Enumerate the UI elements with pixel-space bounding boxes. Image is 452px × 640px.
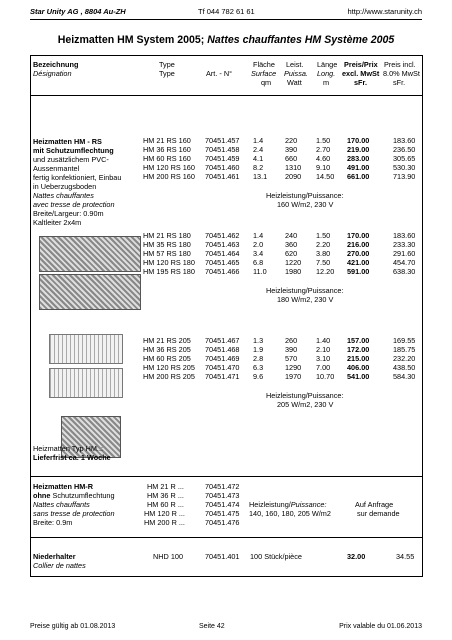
cell-price-incl: 185.75 [393,345,416,354]
cell-power: 570 [285,354,298,363]
heating-mat-image-160 [39,236,141,272]
cell-art-no: 70451.466 [205,267,240,276]
cell-type: HM 60 RS 160 [143,154,191,163]
cell-power: 240 [285,231,298,240]
cell-price: 661.00 [347,172,370,181]
r-price-on-request: Auf Anfrage [355,500,394,509]
section-r: Heizmatten HM-R ohne Schutzumflechtung Nattes chauffants sans tresse de protection Breite: 0.9m HM 21 R ... HM 36 R ... HM 60 R ... HM 120 R ... HM 200 R ... 70451.472 70451.473 70451.474 70451.475 70451.476 Heizleistung/Puissance: 140, 160, 180, 205 W/m2 Auf Anfrage sur demande [31,477,423,538]
cell-power: 1970 [285,372,302,381]
cell-art-no: 70451.463 [205,240,240,249]
cell-price-incl: 530.30 [393,163,416,172]
cell-price: 219.00 [347,145,370,154]
product-table [30,55,423,577]
cell-power: 620 [285,249,298,258]
cell-length: 2.70 [316,145,331,154]
cell-art-no: 70451.459 [205,154,240,163]
cell-power: 220 [285,136,298,145]
rs-caption: Heizmatten Typ HM..: [33,444,104,453]
niederhalter-art: 70451.401 [205,552,240,561]
cell-power: 660 [285,154,298,163]
cell-area: 8.2 [253,163,264,172]
cell-length: 2.20 [316,240,331,249]
cell-area: 6.3 [253,363,264,372]
cell-art-no: 70451.460 [205,163,240,172]
power-note-value: 180 W/m2, 230 V [277,295,334,304]
cell-length: 1.40 [316,336,331,345]
cell-type: HM 35 RS 180 [143,240,191,249]
cell-price: 215.00 [347,354,370,363]
cell-type: HM 120 RS 160 [143,163,195,172]
cell-length: 7.50 [316,258,331,267]
cell-length: 1.50 [316,231,331,240]
niederhalter-name: Niederhalter [33,552,76,561]
cell-price: 172.00 [347,345,370,354]
cell-price: 170.00 [347,136,370,145]
cell-price-incl: 232.20 [393,354,416,363]
cell-area: 1.3 [253,336,264,345]
cell-area: 1.4 [253,136,264,145]
rs-delivery: Lieferfrist ca. 1 Woche [33,453,111,462]
cell-type: HM 120 RS 205 [143,363,195,372]
heating-mat-image-180 [39,274,141,310]
cell-art-no: 70451.458 [205,145,240,154]
cell-length: 3.80 [316,249,331,258]
cell-type: HM 21 RS 180 [143,231,191,240]
footer-right: Prix valable du 01.06.2013 [339,623,422,630]
power-note-label: Heizleistung/Puissance: [266,286,344,295]
cell-art-no: 70451.457 [205,136,240,145]
cell-art-no: 70451.469 [205,354,240,363]
section-rs: Heizmatten HM - RS mit Schutzumflechtung und zusätzlichem PVC- Aussenmantel fertig konfektioniert, Einbau in Ueberzugsboden Nattes chauffantes avec tresse de protection Breite/Largeur: 0.90m Kaltleiter 2x4m Heizmatten Typ HM..: Lieferfrist ca. 1 Woche HM 21 RS 160 70451.457 1.4 220 1.50 170.00 183.60 HM 36 RS 160 70451.458 2.4 390 2.70 219.00 236.50 HM 60 RS 160 70451.459 4.1 660 4.60 283.00 305.65 HM 120 RS 160 70451.460 8.2 1310 9.10 491.00 530.30 HM 200 RS 160 70451.461 13.1 2090 14.50 661.00 713.90 Heizleistung/Puissance: 160 W/m2, 230 V HM 21 RS 180 70451.462 1.4 240 1.50 170.00 183.60 HM 35 RS 180 70451.463 2.0 360 2.20 216.00 233.30 HM 57 RS 180 70451.464 3.4 620 3.80 270.00 291.60 HM 120 RS 180 70451.465 6.8 1220 7.50 421.00 454.70 HM 195 RS 180 70451.466 11.0 1980 12.20 591.00 638.30 Heizleistung/Puissance: 180 W/m2, 230 V HM 21 RS 205 70451.467 1.3 260 1.40 157.00 169.55 HM 36 RS 205 70451.468 1.9 390 2.10 172.00 185.75 HM 60 RS 205 70451.469 2.8 570 3.10 215.00 232.20 HM 120 RS 205 70451.470 6.3 1290 7.00 406.00 438.50 HM 200 RS 205 70451.471 9.6 1970 10.70 541.00 584.30 Heizleistung/Puissance: 205 W/m2, 230 V [31,96,423,477]
cell-area: 2.0 [253,240,264,249]
cell-art-no: 70451.462 [205,231,240,240]
cell-price-incl: 584.30 [393,372,416,381]
cell-price: 591.00 [347,267,370,276]
power-note-value: 205 W/m2, 230 V [277,400,334,409]
cell-art-no: 70451.467 [205,336,240,345]
cell-type: HM 200 RS 160 [143,172,195,181]
cell-length: 1.50 [316,136,331,145]
cell-art-no: 70451.470 [205,363,240,372]
cell-area: 4.1 [253,154,264,163]
power-note-value: 160 W/m2, 230 V [277,200,334,209]
company-phone: Tf 044 782 61 61 [198,7,255,16]
heating-mat-image-205b [49,368,123,398]
table-header-row [31,56,423,96]
cell-length: 3.10 [316,354,331,363]
cell-power: 260 [285,336,298,345]
r-power-label: Heizleistung/Puissance: [249,500,327,509]
cell-art-no: 70451.465 [205,258,240,267]
r-price-on-request-fr: sur demande [357,509,400,518]
cell-length: 4.60 [316,154,331,163]
cell-price-incl: 236.50 [393,145,416,154]
niederhalter-price-incl: 34.55 [396,552,415,561]
cell-price-incl: 438.50 [393,363,416,372]
cell-area: 13.1 [253,172,268,181]
cell-length: 12.20 [316,267,335,276]
cell-art-no: 70451.471 [205,372,240,381]
cell-type: HM 21 RS 205 [143,336,191,345]
cell-power: 1290 [285,363,302,372]
cell-area: 3.4 [253,249,264,258]
cell-price: 406.00 [347,363,370,372]
cell-power: 1310 [285,163,302,172]
cell-length: 7.00 [316,363,331,372]
cell-area: 1.4 [253,231,264,240]
cell-type: HM 21 RS 160 [143,136,191,145]
cell-price: 270.00 [347,249,370,258]
cell-price: 283.00 [347,154,370,163]
cell-type: HM 57 RS 180 [143,249,191,258]
heating-mat-image-205 [49,334,123,364]
cell-area: 2.8 [253,354,264,363]
cell-power: 2090 [285,172,302,181]
cell-length: 14.50 [316,172,335,181]
cell-type: HM 200 RS 205 [143,372,195,381]
cell-area: 9.6 [253,372,264,381]
cell-price: 170.00 [347,231,370,240]
cell-area: 11.0 [253,267,267,276]
cell-type: HM 60 RS 205 [143,354,191,363]
cell-price: 216.00 [347,240,370,249]
cell-price: 157.00 [347,336,370,345]
niederhalter-type: NHD 100 [153,552,184,561]
cell-art-no: 70451.468 [205,345,240,354]
niederhalter-price: 32.00 [347,552,366,561]
page-title: Heizmatten HM System 2005; Nattes chauffantes HM Système 2005 [57,34,395,46]
cell-length: 9.10 [316,163,331,172]
r-power-values: 140, 160, 180, 205 W/m2 [249,509,331,518]
cell-price: 421.00 [347,258,370,267]
cell-art-no: 70451.464 [205,249,240,258]
cell-area: 1.9 [253,345,264,354]
cell-art-no: 70451.461 [205,172,240,181]
cell-price-incl: 183.60 [393,231,416,240]
company-name: Star Unity AG , 8804 Au-ZH [30,7,126,16]
header-rule [30,19,422,20]
cell-area: 6.8 [253,258,264,267]
cell-power: 360 [285,240,298,249]
cell-price: 491.00 [347,163,370,172]
cell-price-incl: 305.65 [393,154,416,163]
cell-type: HM 120 RS 180 [143,258,195,267]
company-url[interactable]: http://www.starunity.ch [347,7,422,16]
cell-price-incl: 233.30 [393,240,416,249]
column-headers: Bezeichnung Désignation Type Type Art. - N° Fläche Surface qm Leist. Puissa. Watt Länge Long. m Preis/Prix excl. MwSt sFr. Preis incl. 8.0% MwSt sFr. [33,60,420,87]
cell-power: 390 [285,345,298,354]
cell-price: 541.00 [347,372,370,381]
cell-length: 10.70 [316,372,335,381]
cell-price-incl: 713.90 [393,172,416,181]
niederhalter-name-fr: Collier de nattes [33,561,86,570]
cell-power: 1980 [285,267,302,276]
cell-price-incl: 454.70 [393,258,416,267]
niederhalter-qty: 100 Stück/pièce [250,552,302,561]
page-header [30,7,422,19]
section-niederhalter [31,538,423,577]
footer-page: Seite 42 [199,623,225,630]
cell-power: 390 [285,145,298,154]
cell-price-incl: 183.60 [393,136,416,145]
cell-price-incl: 638.30 [393,267,416,276]
cell-price-incl: 169.55 [393,336,416,345]
footer-left: Preise gültig ab 01.08.2013 [30,623,116,630]
cell-price-incl: 291.60 [393,249,416,258]
cell-type: HM 195 RS 180 [143,267,195,276]
cell-power: 1220 [285,258,302,267]
power-note-label: Heizleistung/Puissance: [266,191,344,200]
cell-type: HM 36 RS 160 [143,145,191,154]
cell-length: 2.10 [316,345,331,354]
power-note-label: Heizleistung/Puissance: [266,391,344,400]
cell-area: 2.4 [253,145,264,154]
cell-type: HM 36 RS 205 [143,345,191,354]
